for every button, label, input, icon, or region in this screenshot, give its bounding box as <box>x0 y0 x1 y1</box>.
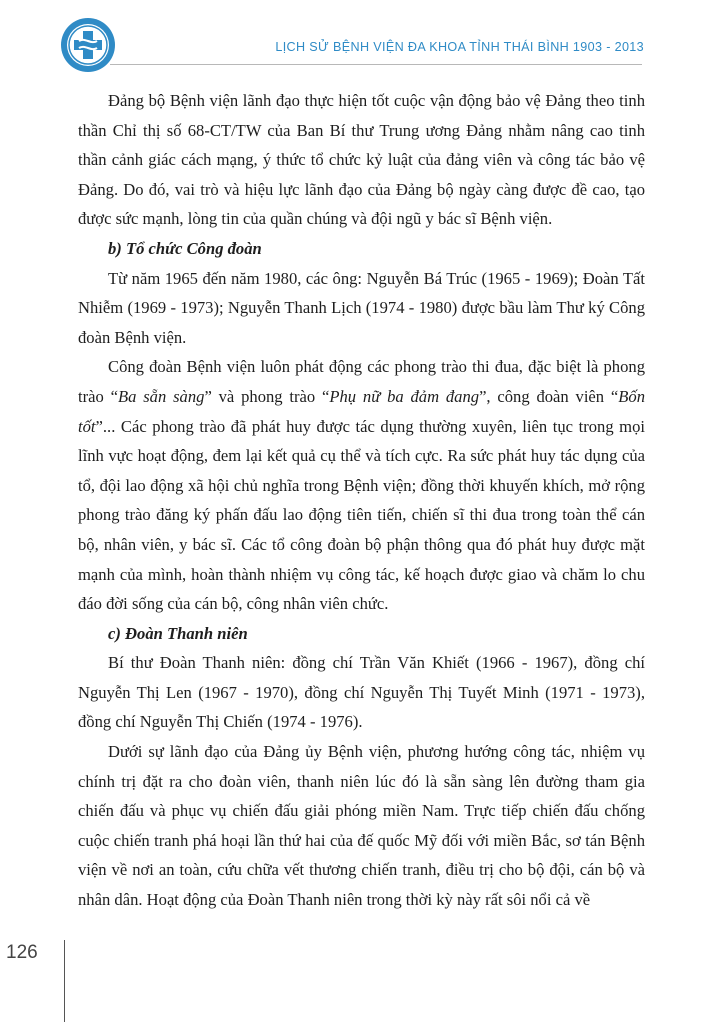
body-text <box>78 86 645 915</box>
page-number-divider <box>64 940 65 1022</box>
paragraph-youth-activities: Dưới sự lãnh đạo của Đảng ủy Bệnh viện, phương hướng công tác, nhiệm vụ chính trị đặt ra cho đoàn viên, thanh niên lúc đó là sẵn sàng lên đường tham gia chiến đấu và phục vụ chiến đấu giải phóng miền Nam. Trực tiếp chiến đấu chống cuộc chiến tranh phá hoại lần thứ hai của đế quốc Mỹ đối với miền Bắc, sơ tán Bệnh viện về nơi an toàn, cứu chữa vết thương chiến tranh, điều trị cho bộ đội, cán bộ và nhân dân. Hoạt động của Đoàn Thanh niên trong thời kỳ này rất sôi nổi cả về <box>78 742 645 910</box>
paragraph-union-secretaries: Từ năm 1965 đến năm 1980, các ông: Nguyễn Bá Trúc (1965 - 1969); Đoàn Tất Nhiễm (1969 - 1973); Nguyễn Thanh Lịch (1974 - 1980) được bầu làm Thư ký Công đoàn Bệnh viện. <box>78 268 645 347</box>
paragraph-union-movements: Công đoàn Bệnh viện luôn phát động các phong trào thi đua, đặc biệt là phong trào “Ba sẵn sàng” và phong trào “Phụ nữ ba đảm đang”, công đoàn viên “Bốn tốt”... Các phong trào đã phát huy được tác dụng thường xuyên, liên tục trong mọi lĩnh vực hoạt động, đem lại kết quả cụ thể và tích cực. Ra sức phát huy tác dụng của tổ, đội lao động xã hội chủ nghĩa trong Bệnh viện; đồng thời khuyến khích, mở rộng phong trào đăng ký phấn đấu lao động tiên tiến, chiến sĩ thi đua trong toàn thể cán bộ, nhân viên, y bác sĩ. Các tổ công đoàn bộ phận thông qua đó phát huy được mặt mạnh của mình, hoàn thành nhiệm vụ công tác, kế hoạch được giao và chăm lo chu đáo đời sống của cán bộ, công nhân viên chức. <box>78 357 645 614</box>
running-title: LỊCH SỬ BỆNH VIỆN ĐA KHOA TỈNH THÁI BÌNH 1903 - 2013 <box>275 40 644 54</box>
page-number: 126 <box>6 942 38 963</box>
subheading-trade-union: b) Tổ chức Công đoàn <box>108 238 262 258</box>
header-divider <box>110 64 642 65</box>
paragraph-youth-secretaries: Bí thư Đoàn Thanh niên: đồng chí Trần Văn Khiết (1966 - 1967), đồng chí Nguyễn Thị Len (1967 - 1970), đồng chí Nguyễn Thị Tuyết Minh (1971 - 1973), đồng chí Nguyễn Thị Chiến (1974 - 1976). <box>78 653 645 732</box>
subheading-youth-union: c) Đoàn Thanh niên <box>108 623 248 643</box>
hospital-logo-icon <box>58 16 118 74</box>
paragraph-party-committee: Đảng bộ Bệnh viện lãnh đạo thực hiện tốt cuộc vận động bảo vệ Đảng theo tinh thần Chỉ thị số 68-CT/TW của Ban Bí thư Trung ương Đảng nhằm nâng cao tinh thần cảnh giác cách mạng, ý thức tổ chức kỷ luật của đảng viên và công tác bảo vệ Đảng. Do đó, vai trò và hiệu lực lãnh đạo của Đảng bộ ngày càng được đề cao, tạo được sức mạnh, lòng tin của quần chúng và đội ngũ y bác sĩ Bệnh viện. <box>78 91 645 229</box>
